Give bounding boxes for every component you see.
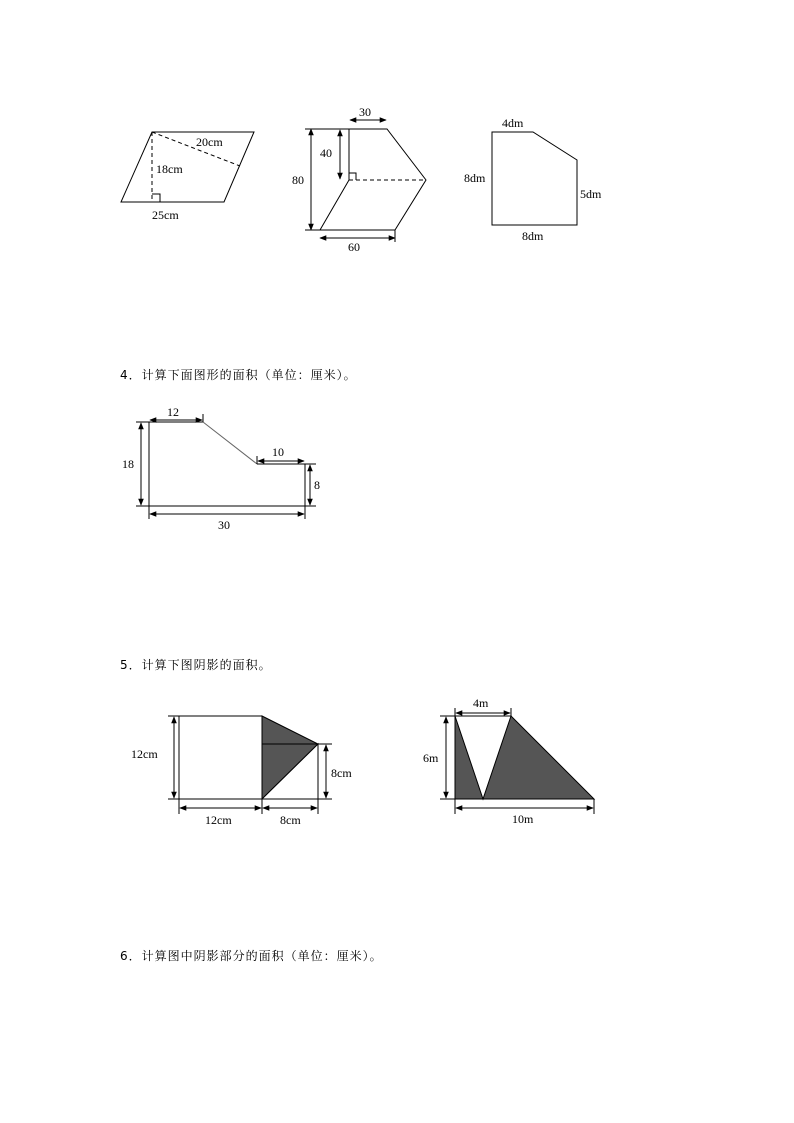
label-left: 6m xyxy=(423,751,439,765)
label-top: 4m xyxy=(473,696,489,710)
question-4: 4．计算下面图形的面积（单位：厘米）。 xyxy=(120,368,357,382)
label-base: 25cm xyxy=(152,208,179,222)
label-bottom-right: 8cm xyxy=(280,813,301,827)
label-middle: 10 xyxy=(272,445,284,459)
label-top: 12 xyxy=(167,405,179,419)
right-angle-mark xyxy=(152,194,160,202)
square-shape xyxy=(179,716,262,799)
label-left: 12cm xyxy=(131,747,158,761)
pentagon-shape xyxy=(492,132,577,225)
label-left: 18 xyxy=(122,457,134,471)
label-top: 30 xyxy=(359,105,371,119)
label-right: 8cm xyxy=(331,766,352,780)
label-left: 80 xyxy=(292,173,304,187)
right-angle-mark-2 xyxy=(349,173,356,180)
label-top: 4dm xyxy=(502,116,524,130)
label-bottom: 30 xyxy=(218,518,230,532)
label-right: 8 xyxy=(314,478,320,492)
question-6: 6．计算图中阴影部分的面积（单位：厘米）。 xyxy=(120,949,383,963)
question-5: 5．计算下图阴影的面积。 xyxy=(120,658,272,672)
pentagon-figure xyxy=(464,116,602,243)
hexagon-figure xyxy=(292,105,426,254)
label-bottom-left: 12cm xyxy=(205,813,232,827)
label-bottom: 8dm xyxy=(522,229,544,243)
label-left: 8dm xyxy=(464,171,486,185)
parallelogram-figure xyxy=(121,132,254,222)
q4-slope-edge xyxy=(203,422,257,464)
label-height: 18cm xyxy=(156,162,183,176)
label-inner: 40 xyxy=(320,146,332,160)
q4-figure xyxy=(122,405,320,532)
label-bottom: 10m xyxy=(512,812,534,826)
q5a-figure xyxy=(131,716,352,827)
label-side: 20cm xyxy=(196,135,223,149)
parallelogram-shape xyxy=(121,132,254,202)
q5b-figure xyxy=(423,696,594,826)
label-right: 5dm xyxy=(580,187,602,201)
label-bottom: 60 xyxy=(348,240,360,254)
